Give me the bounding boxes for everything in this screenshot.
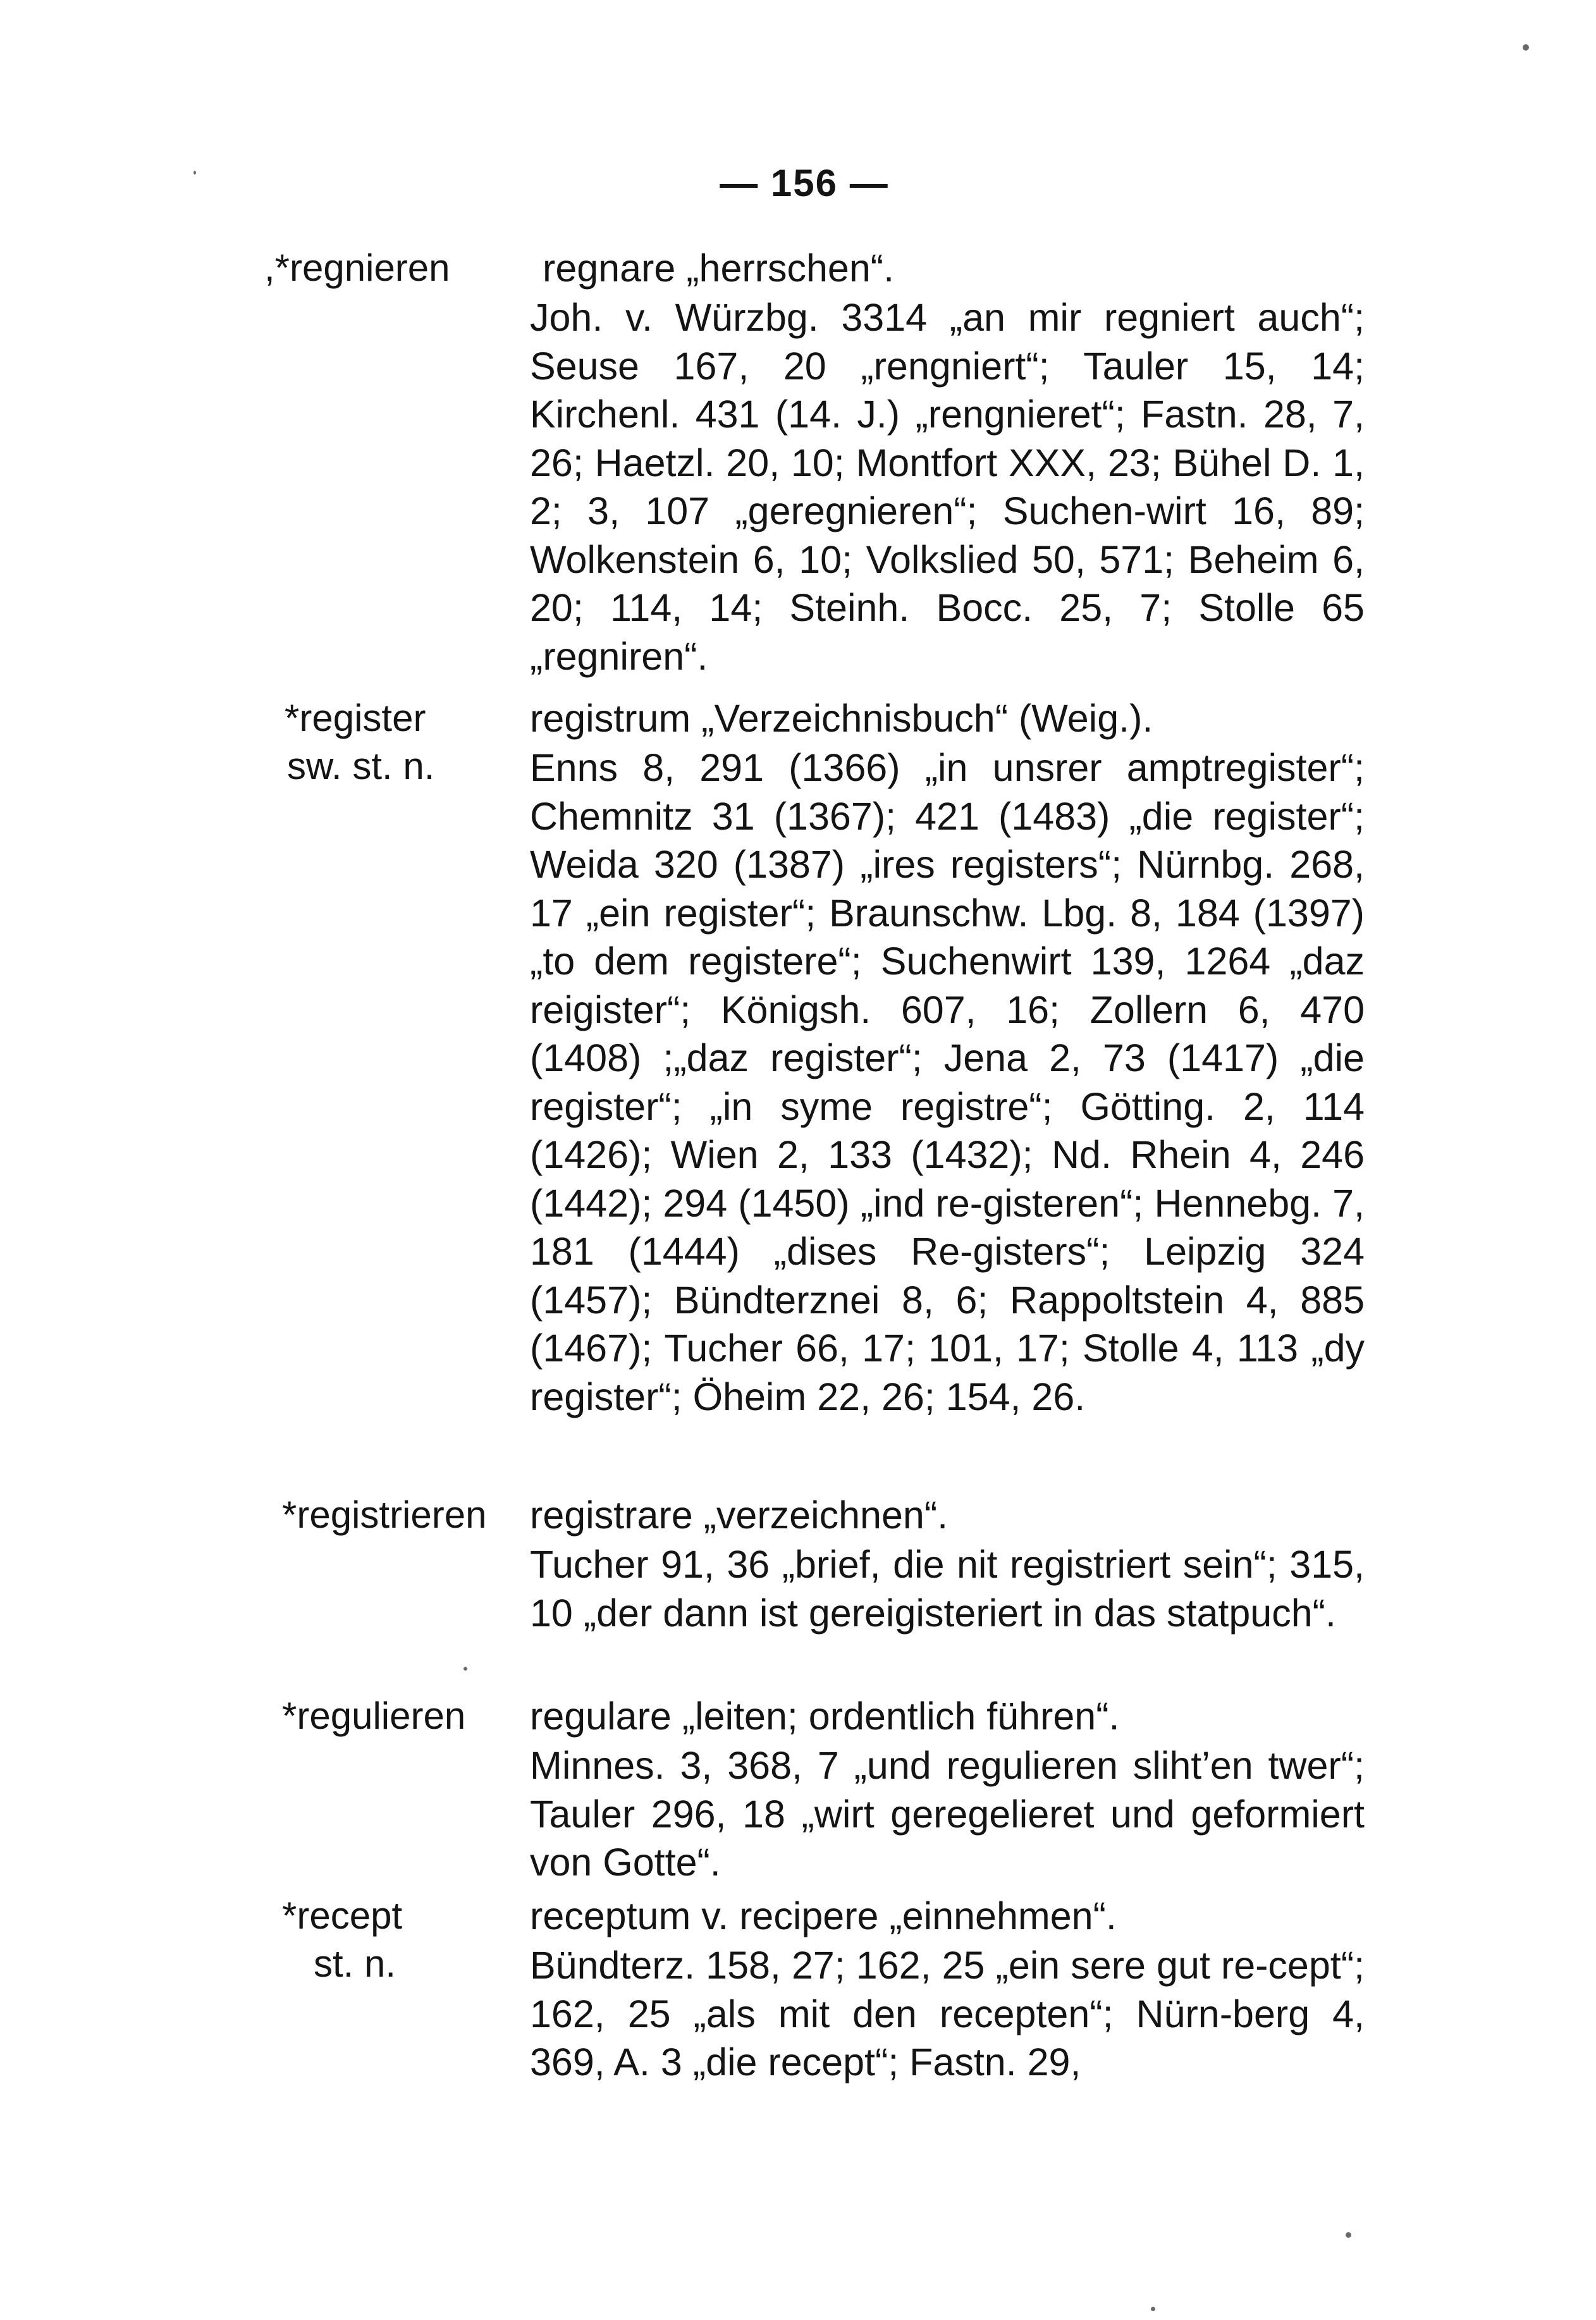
scan-speck	[463, 1667, 467, 1671]
citation-text: Enns 8, 291 (1366) „in unsrer amptregister“; Chemnitz 31 (1367); 421 (1483) „die register“; Weida 320 (1387) „ires registers“; Nürnbg. 268, 17 „ein register“; Braunschw. Lbg. 8, 184 (1397) „to dem registere“; Suchenwirt 139, 1264 „daz reigister“; Königsh. 607, 16; Zollern 6, 470 (1408) ;„daz register“; Jena 2, 73 (1417) „die register“; „in syme registre“; Götting. 2, 114 (1426); Wien 2, 133 (1432); Nd. Rhein 4, 246 (1442); 294 (1450) „ind re-gisteren“; Hennebg. 7, 181 (1444) „dises Re-gisters“; Leipzig 324 (1457); Bündterznei 8, 6; Rappoltstein 4, 885 (1467); Tucher 66, 17; 101, 17; Stolle 4, 113 „dy register“; Öheim 22, 26; 154, 26.	[530, 746, 1365, 1418]
entry-headword-column	[282, 1892, 510, 1988]
entry-headword-column	[282, 1491, 510, 1539]
entry-body	[530, 1692, 1365, 1741]
entry-headword-column	[264, 244, 492, 292]
entry-grammar: st. n.	[314, 1943, 396, 1985]
entry-headword-column	[282, 1692, 510, 1740]
citation-text: Bündterz. 158, 27; 162, 25 „ein sere gut re-cept“; 162, 25 „als mit den recepten“; Nürn-berg 4, 369, A. 3 „die recept“; Fastn. 29,	[530, 1944, 1365, 2084]
entry-citations	[530, 744, 1365, 1421]
entry-citations	[530, 1941, 1365, 2087]
entry-etymology: regulare „leiten; ordentlich führen“.	[530, 1695, 1120, 1738]
scan-speck	[1346, 2232, 1351, 2238]
page-number: — 156 —	[720, 162, 889, 204]
entry-etymology: registrare „verzeichnen“.	[530, 1494, 948, 1537]
entry-headword: ,*regnieren	[264, 247, 450, 289]
entry-citations	[530, 293, 1365, 680]
entry-citations	[530, 1540, 1365, 1637]
entry-headword: *recept	[282, 1894, 403, 1937]
entry-etymology: regnare „herrschen“.	[543, 247, 895, 290]
entry-body	[543, 244, 1377, 293]
scan-speck	[193, 171, 196, 175]
entry-grammar: sw. st. n.	[287, 745, 435, 787]
entry-headword: *registrieren	[282, 1494, 487, 1536]
scan-speck	[1151, 2307, 1155, 2311]
entry-body	[530, 694, 1365, 743]
entry-etymology: receptum v. recipere „einnehmen“.	[530, 1894, 1117, 1937]
entry-citations	[530, 1741, 1365, 1887]
entry-headword: *regulieren	[282, 1695, 466, 1737]
citation-text: Minnes. 3, 368, 7 „und regulieren sliht’en twer“; Tauler 296, 18 „wirt geregelieret und geformiert von Gotte“.	[530, 1744, 1365, 1884]
entry-etymology: registrum „Verzeichnisbuch“ (Weig.).	[530, 697, 1153, 740]
entry-body	[530, 1491, 1365, 1540]
citation-text: Joh. v. Würzbg. 3314 „an mir regniert auch“; Seuse 167, 20 „rengniert“; Tauler 15, 14; Kirchenl. 431 (14. J.) „rengnieret“; Fastn. 28, 7, 26; Haetzl. 20, 10; Montfort XXX, 23; Bühel D. 1, 2; 3, 107 „geregnieren“; Suchen-wirt 16, 89; Wolkenstein 6, 10; Volkslied 50, 571; Beheim 6, 20; 114, 14; Steinh. Bocc. 25, 7; Stolle 65 „regniren“.	[530, 296, 1365, 678]
entry-headword-column	[285, 694, 512, 790]
scan-speck	[1523, 44, 1529, 51]
entry-body	[530, 1892, 1365, 1941]
entry-headword: *register	[285, 697, 426, 739]
citation-text: Tucher 91, 36 „brief, die nit registriert sein“; 315, 10 „der dann ist gereigisteriert in das statpuch“.	[530, 1543, 1365, 1635]
